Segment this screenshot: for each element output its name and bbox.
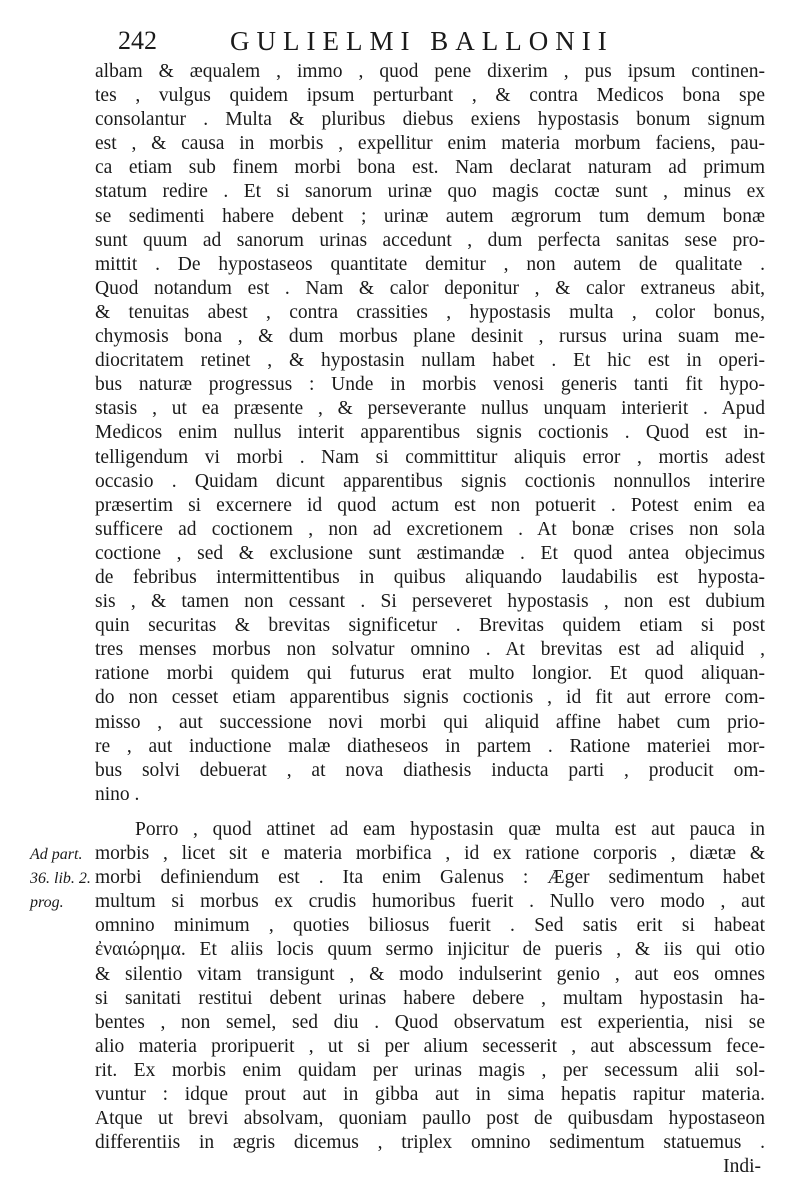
text-line: sunt quum ad sanorum urinas accedunt , dum perfecta sanitas sese pro-	[95, 229, 765, 251]
text-line: quin securitas & brevitas significetur . Brevitas quidem etiam si post	[95, 615, 765, 637]
text-line: bus solvi debuerat , at nova diathesis inducta parti , producit om-	[95, 759, 765, 781]
text-line: tres menses morbus non solvatur omnino . At brevitas est ad aliquid ,	[95, 639, 765, 661]
text-line: bentes , non semel, sed diu . Quod observatum est experientia, nisi se	[95, 1011, 765, 1033]
text-line: chymosis bona , & dum morbus plane desinit , rursus urina suam me-	[95, 326, 765, 348]
text-line: statum redire . Et si sanorum urinæ quo magis coctæ sunt , minus ex	[95, 181, 765, 203]
text-line: consolantur . Multa & pluribus diebus exiens hypostasis bonum signum	[95, 109, 765, 131]
text-line: stasis , ut ea præsente , & perseverante nullus unquam interierit . Apud	[95, 398, 765, 420]
paragraph-2	[95, 818, 765, 1179]
text-line: de febribus intermittentibus in quibus aliquando laudabilis est hyposta-	[95, 566, 765, 588]
text-line: si sanitati restitui debent urinas habere debere , multam hypostasin ha-	[95, 987, 765, 1009]
text-line: Medicos enim nullus interit apparentibus signis coctionis . Quod est in-	[95, 422, 765, 444]
text-line: se sedimenti habere debent ; urinæ autem ægrorum tum demum bonæ	[95, 205, 765, 227]
text-line: est , & causa in morbis , expellitur enim materia morbum faciens, pau-	[95, 133, 765, 155]
text-line: mittit . De hypostaseos quantitate demitur , non autem de qualitate .	[95, 253, 765, 275]
text-line: misso , aut successione novi morbi qui aliquid affine habet cum prio-	[95, 711, 765, 733]
page-header	[118, 26, 778, 60]
text-line: sufficere ad coctionem , non ad excretionem . At bonæ crises non sola	[95, 518, 765, 540]
text-line: ratione morbi quidem qui futurus erat multo longior. Et quod aliquan-	[95, 663, 765, 685]
margin-note	[30, 843, 100, 915]
running-head: GULIELMI BALLONII	[230, 26, 614, 56]
text-line: occasio . Quidam dicunt apparentibus signis coctionis nonnullos interire	[95, 470, 765, 492]
text-line: ἐναιώρημα. Et aliis locis quum sermo injicitur de pueris , & iis qui otio	[95, 939, 765, 961]
text-line: nino .	[95, 783, 140, 805]
margin-note-line: 36. lib. 2.	[30, 870, 91, 887]
text-line: & tenuitas abest , contra crassities , hypostasis multa , color bonus,	[95, 301, 765, 323]
text-line: alio materia proripuerit , ut si per alium secesserit , aut abscessum fece-	[95, 1035, 765, 1057]
paragraph-1	[95, 60, 765, 807]
text-line: morbis , licet sit e materia morbifica , id ex ratione corporis , diætæ &	[95, 843, 765, 865]
text-line: Porro , quod attinet ad eam hypostasin quæ multa est aut pauca in	[135, 819, 765, 840]
text-line: vuntur : idque prout aut in gibba aut in sima hepatis rapitur materia.	[95, 1084, 765, 1106]
text-line: telligendum vi morbi . Nam si committitur aliquis error , mortis adest	[95, 446, 765, 468]
text-line: rit. Ex morbis enim quidam per urinas magis , per secessum alii sol-	[95, 1059, 765, 1081]
text-line: diocritatem retinet , & hypostasin nullam habet . Et hic est in operi-	[95, 350, 765, 372]
text-line: sis , & tamen non cessant . Si perseveret hypostasis , non est dubium	[95, 591, 765, 613]
text-line: omnino minimum , quoties biliosus fuerit . Sed satis erit si habeat	[95, 915, 765, 937]
text-line: Atque ut brevi absolvam, quoniam paullo post de quibusdam hypostaseon	[95, 1108, 765, 1130]
text-line: tes , vulgus quidem ipsum perturbant , & contra Medicos bona spe	[95, 85, 765, 107]
text-line: & silentio vitam transigunt , & modo indulserint genio , aut eos omnes	[95, 963, 765, 985]
margin-note-line: Ad part.	[30, 846, 83, 863]
catchword: Indi-	[723, 1156, 761, 1178]
text-line: coctione , sed & exclusione sunt æstimandæ . Et quod antea objecimus	[95, 542, 765, 564]
text-line: re , aut inductione malæ diatheseos in partem . Ratione materiei mor-	[95, 735, 765, 757]
page-number: 242	[118, 26, 157, 55]
text-line: multum si morbus ex crudis humoribus fuerit . Nullo vero modo , aut	[95, 891, 765, 913]
text-line: ca etiam sub finem morbi bona est. Nam declarat naturam ad primum	[95, 157, 765, 179]
text-line: albam & æqualem , immo , quod pene dixerim , pus ipsum continen-	[95, 61, 765, 82]
text-line: morbi definiendum est . Ita enim Galenus : Æger sedimentum habet	[95, 867, 765, 889]
text-line: do non cesset etiam apparentibus signis coctionis , id fit aut errore com-	[95, 687, 765, 709]
text-line: Quod notandum est . Nam & calor deponitur , & calor extraneus abit,	[95, 277, 765, 299]
text-line: præsertim si excernere id quod actum est non potuerit . Potest enim ea	[95, 494, 765, 516]
text-line: bus naturæ progressus : Unde in morbis venosi generis tanti fit hypo-	[95, 374, 765, 396]
margin-note-line: prog.	[30, 894, 64, 911]
text-line: differentiis in ægris dicemus , triplex omnino sedimentum statuemus .	[95, 1132, 765, 1154]
